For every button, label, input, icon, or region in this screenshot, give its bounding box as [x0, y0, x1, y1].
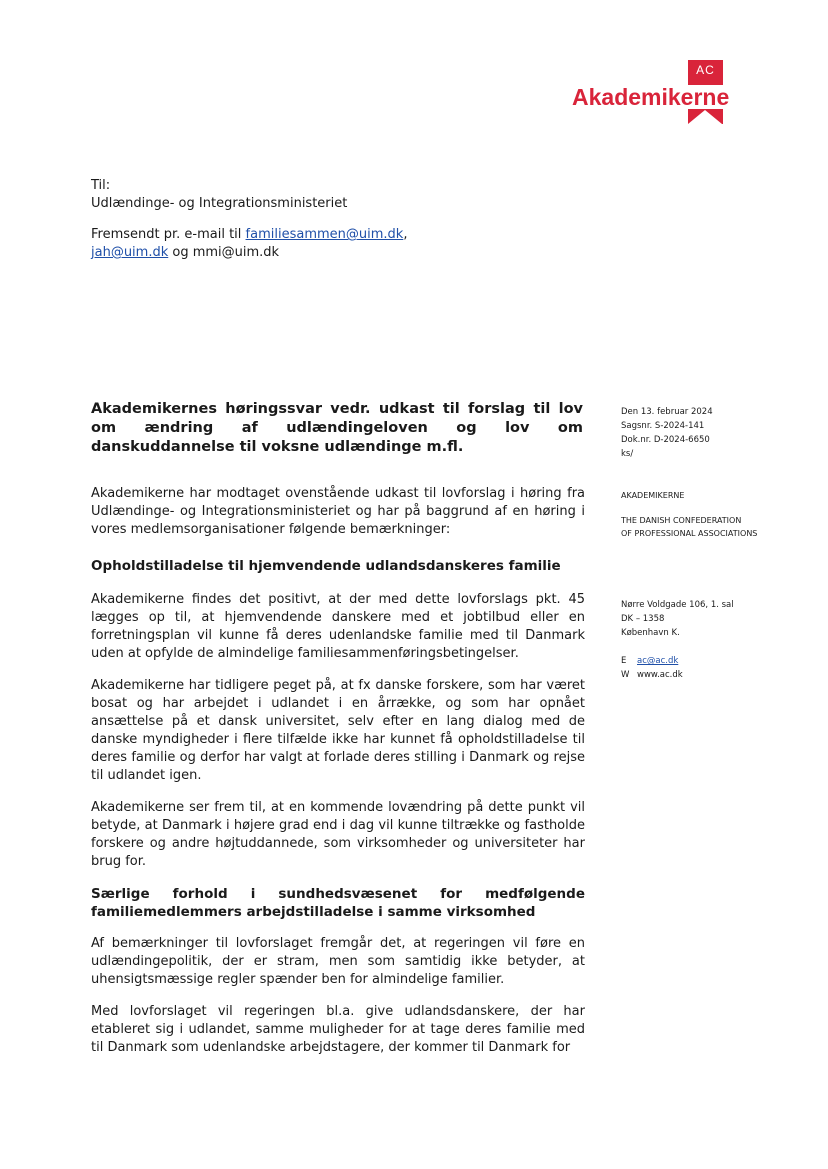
section1-paragraph-3: Akademikerne ser frem til, at en kommende lovændring på dette punkt vil betyde, at Danmark i højere grad end i dag vil kunne tiltrække og fastholde forskere og andre højtuddannede, som virksomheder og universiteter har brug for. — [91, 800, 585, 869]
meta-initials: ks/ — [621, 449, 634, 459]
contact-web-row — [621, 668, 683, 682]
section2-paragraph-1: Af bemærkninger til lovforslaget fremgår det, at regeringen vil føre en udlændingepolitik, der er stram, men som samtidig ikke betyder, at uhensigtsmæssige regler spænder ben for almindelige familier. — [91, 936, 585, 987]
logo-tab-text: AC — [696, 63, 715, 77]
intro-paragraph: Akademikerne har modtaget ovenstående udkast til lovforslag i høring fra Udlændinge- og Integrationsministeriet og har på baggrund af en høring i vores medlemsorganisationer følgende bemærkninger: — [91, 486, 585, 537]
recipient-name: Udlændinge- og Integrationsministeriet — [91, 196, 348, 211]
section1-paragraph-1: Akademikerne findes det positivt, at der med dette lovforslags pkt. 45 lægges op til, at hjemvendende danskere med et jobtilbud eller en forretningsplan vil kunne få deres udenlandske familie med til Danmark uden at opfylde de almindelige familiesammenføringsbetingelser. — [91, 592, 585, 661]
contact-email-label: E — [621, 656, 627, 666]
document-meta — [621, 405, 713, 461]
sent-comma: , — [403, 227, 408, 242]
email-link-familiesammen[interactable]: familiesammen@uim.dk — [245, 227, 404, 242]
logo-name: Akademikerne — [572, 84, 730, 110]
org-line-1: THE DANISH CONFEDERATION — [621, 516, 742, 525]
meta-case-no: Sagsnr. S-2024-141 — [621, 421, 705, 431]
postal-zip: DK – 1358 — [621, 614, 665, 624]
letter-body — [91, 485, 585, 1071]
logo-tab-notch — [688, 110, 722, 124]
recipient-block — [91, 177, 347, 213]
sent-prefix: Fremsendt pr. e-mail til — [91, 227, 246, 242]
postal-city: København K. — [621, 628, 680, 638]
org-name: AKADEMIKERNE — [621, 491, 685, 500]
contact-web-label: W — [621, 670, 630, 680]
sent-block — [91, 226, 407, 262]
sent-suffix: og mmi@uim.dk — [168, 245, 280, 260]
document-title: Akademikernes høringssvar vedr. udkast til forslag til lov om ændring af udlændingeloven og lov om danskuddannelse til voksne udlændinge m.fl. — [91, 401, 583, 455]
akademikerne-logo — [572, 60, 752, 126]
section1-heading: Opholdstilladelse til hjemvendende udlandsdanskeres familie — [91, 558, 561, 574]
meta-doc-no: Dok.nr. D-2024-6650 — [621, 435, 710, 445]
email-link-jah[interactable]: jah@uim.dk — [91, 245, 169, 260]
contact-web: www.ac.dk — [637, 670, 683, 680]
postal-address — [621, 598, 734, 640]
recipient-label: Til: — [91, 178, 111, 193]
section2-heading: Særlige forhold i sundhedsvæsenet for medfølgende familiemedlemmers arbejdstilladelse i samme virksomhed — [91, 886, 585, 920]
section2-paragraph-2: Med lovforslaget vil regeringen bl.a. give udlandsdanskere, der har etableret sig i udlandet, samme muligheder for at tage deres familie med til Danmark som udenlandske arbejdstagere, der kommer til Danmark for — [91, 1004, 585, 1055]
org-line-2: OF PROFESSIONAL ASSOCIATIONS — [621, 529, 758, 538]
organization-block — [621, 489, 757, 540]
contact-email-link[interactable]: ac@ac.dk — [637, 656, 679, 666]
section1-paragraph-2: Akademikerne har tidligere peget på, at fx danske forskere, som har været bosat og har arbejdet i udlandet i en årrække, og som har opnået ansættelse på et dansk universitet, selv efter en lang dialog med de danske myndigheder i flere tilfælde ikke har kunnet få opholdstilladelse til deres familie og derfor har valgt at forlade deres stilling i Danmark og rejse til udlandet igen. — [91, 678, 585, 783]
contact-block — [621, 654, 683, 682]
postal-street: Nørre Voldgade 106, 1. sal — [621, 600, 734, 610]
meta-date: Den 13. februar 2024 — [621, 407, 713, 417]
contact-email-row — [621, 654, 683, 668]
